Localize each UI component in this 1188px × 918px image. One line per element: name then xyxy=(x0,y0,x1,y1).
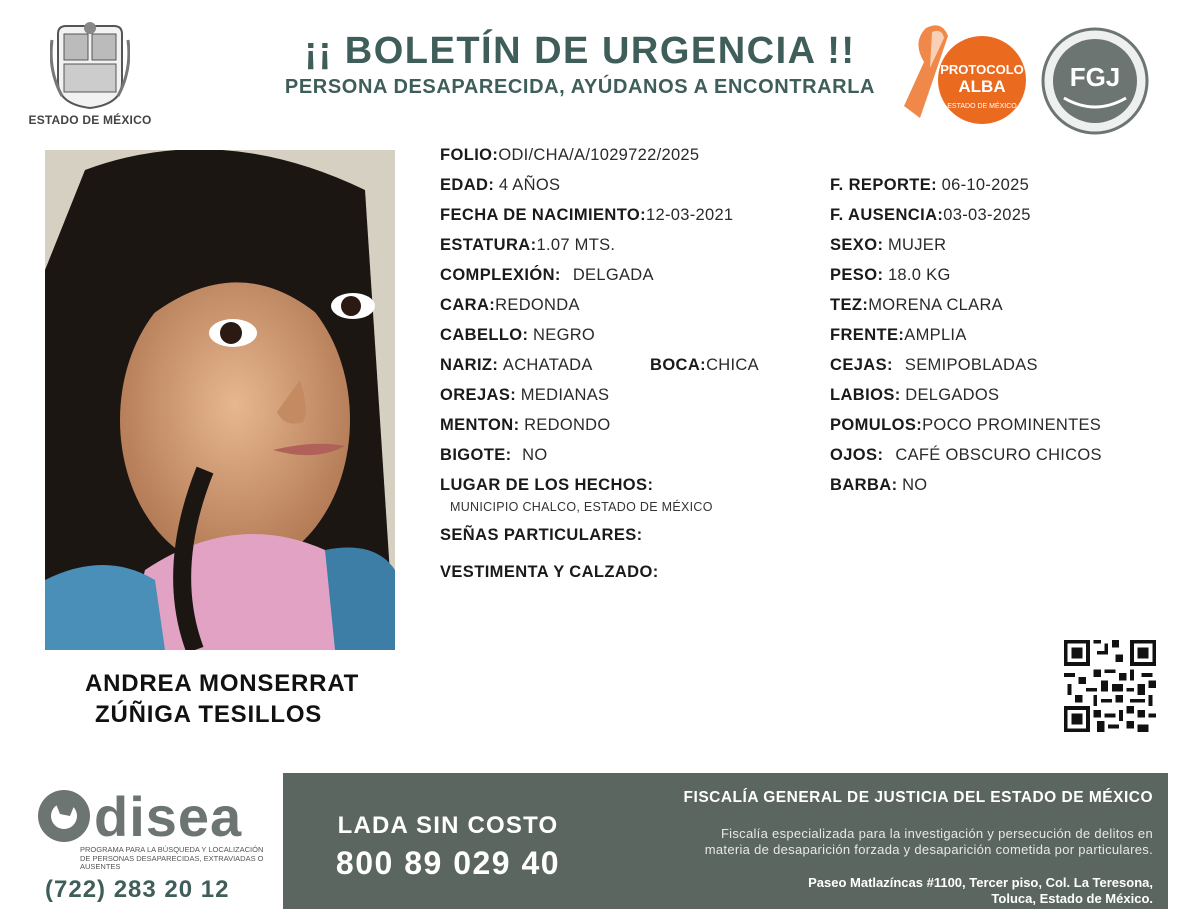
field-label: NARIZ: xyxy=(440,356,499,374)
field-label: ESTATURA: xyxy=(440,236,537,254)
field-vestimenta xyxy=(440,562,659,582)
field-label: BOCA: xyxy=(650,356,707,374)
odisea-word: disea xyxy=(94,786,243,846)
fgj-seal xyxy=(1040,26,1150,136)
field-label: FOLIO: xyxy=(440,146,499,164)
field-value: 4 AÑOS xyxy=(498,176,561,194)
missing-person-photo xyxy=(45,150,395,650)
name-line-2: ZÚÑIGA TESILLOS xyxy=(95,701,323,728)
field-cejas xyxy=(830,355,1038,375)
field-cara xyxy=(440,295,580,315)
field-senas xyxy=(440,525,643,545)
address-line-1: Paseo Matlazíncas #1100, Tercer piso, Col. La Teresona, xyxy=(808,875,1153,890)
field-label: CEJAS: xyxy=(830,356,893,374)
fiscalia-description-line-2: materia de desaparición forzada y desaparición cometida por particulares. xyxy=(704,842,1153,857)
alba-line2: ALBA xyxy=(958,77,1006,96)
field-estatura xyxy=(440,235,615,255)
fiscalia-address xyxy=(605,875,1153,907)
field-edad xyxy=(440,175,560,195)
bulletin-title: ¡¡ BOLETÍN DE URGENCIA !! xyxy=(304,30,856,72)
odisea-phone[interactable]: (722) 283 20 12 xyxy=(45,876,230,903)
field-value: REDONDA xyxy=(495,296,580,314)
field-value: MEDIANAS xyxy=(520,386,610,404)
field-value: NEGRO xyxy=(533,326,596,344)
field-label: LUGAR DE LOS HECHOS: xyxy=(440,476,654,494)
field-label: EDAD: xyxy=(440,176,495,194)
field-value: SEMIPOBLADAS xyxy=(904,356,1038,374)
field-label: F. AUSENCIA: xyxy=(830,206,944,224)
field-value: DELGADA xyxy=(572,266,654,284)
field-f-reporte xyxy=(830,175,1029,195)
field-barba xyxy=(830,475,927,495)
field-label: CARA: xyxy=(440,296,496,314)
field-peso xyxy=(830,265,951,285)
name-line-1: ANDREA MONSERRAT xyxy=(85,670,360,697)
address-line-2: Toluca, Estado de México. xyxy=(991,891,1153,906)
field-label: LABIOS: xyxy=(830,386,901,404)
alba-line1: PROTOCOLO xyxy=(940,62,1024,77)
field-frente xyxy=(830,325,967,345)
field-value: 1.07 MTS. xyxy=(536,236,616,254)
field-label: F. REPORTE: xyxy=(830,176,938,194)
field-nariz xyxy=(440,355,593,375)
field-boca xyxy=(650,355,759,375)
field-label: TEZ: xyxy=(830,296,869,314)
field-label: MENTON: xyxy=(440,416,520,434)
field-value: 03-03-2025 xyxy=(943,206,1031,224)
field-menton xyxy=(440,415,611,435)
field-value: NO xyxy=(902,476,928,494)
field-label: SEXO: xyxy=(830,236,884,254)
field-label: OJOS: xyxy=(830,446,884,464)
qr-code[interactable] xyxy=(1063,640,1157,732)
protocolo-alba-logo xyxy=(898,22,1030,132)
fiscalia-description xyxy=(605,826,1153,858)
field-value: 06-10-2025 xyxy=(941,176,1030,194)
fgj-label: FGJ xyxy=(1069,62,1121,92)
field-folio xyxy=(440,145,699,165)
field-value: 12-03-2021 xyxy=(646,206,734,224)
field-pomulos xyxy=(830,415,1101,435)
field-sexo xyxy=(830,235,946,255)
field-value: CHICA xyxy=(706,356,759,374)
estado-de-mexico-label: ESTADO DE MÉXICO xyxy=(28,113,152,127)
field-value: DELGADOS xyxy=(905,386,1000,404)
field-fecha-nacimiento xyxy=(440,205,733,225)
field-label: VESTIMENTA Y CALZADO: xyxy=(440,563,659,581)
bulletin-subtitle: PERSONA DESAPARECIDA, AYÚDANOS A ENCONTRARLA xyxy=(284,76,876,98)
field-label: FECHA DE NACIMIENTO: xyxy=(440,206,646,224)
field-label: CABELLO: xyxy=(440,326,529,344)
field-ojos xyxy=(830,445,1102,465)
field-value: ACHATADA xyxy=(502,356,593,374)
field-lugar-hechos-label xyxy=(440,475,653,495)
field-value: MORENA CLARA xyxy=(868,296,1003,314)
toll-free-number[interactable]: 800 89 029 40 xyxy=(335,845,561,881)
field-tez xyxy=(830,295,1003,315)
field-label: FRENTE: xyxy=(830,326,905,344)
field-complexion xyxy=(440,265,654,285)
field-label: SEÑAS PARTICULARES: xyxy=(440,526,643,544)
field-value: REDONDO xyxy=(524,416,611,434)
field-value: CAFÉ OBSCURO CHICOS xyxy=(895,446,1102,464)
field-value: NO xyxy=(522,446,548,464)
field-orejas xyxy=(440,385,609,405)
field-value: MUJER xyxy=(887,236,947,254)
field-label: OREJAS: xyxy=(440,386,517,404)
field-value: ODI/CHA/A/1029722/2025 xyxy=(498,146,700,164)
alba-line3: ESTADO DE MÉXICO xyxy=(947,103,1017,110)
field-cabello xyxy=(440,325,595,345)
toll-free-label: LADA SIN COSTO xyxy=(337,812,559,839)
field-value: AMPLIA xyxy=(904,326,967,344)
field-value: POCO PROMINENTES xyxy=(922,416,1102,434)
field-labios xyxy=(830,385,999,405)
fiscalia-name: FISCALÍA GENERAL DE JUSTICIA DEL ESTADO DE MÉXICO xyxy=(683,789,1153,806)
field-bigote xyxy=(440,445,548,465)
field-label: PESO: xyxy=(830,266,884,284)
field-label: BARBA: xyxy=(830,476,898,494)
field-label: COMPLEXIÓN: xyxy=(440,266,561,284)
field-f-ausencia xyxy=(830,205,1031,225)
field-label: BIGOTE: xyxy=(440,446,512,464)
field-label: POMULOS: xyxy=(830,416,923,434)
fiscalia-description-line-1: Fiscalía especializada para la investigación y persecución de delitos en xyxy=(720,826,1153,841)
odisea-program-description: PROGRAMA PARA LA BÚSQUEDA Y LOCALIZACIÓN DE PERSONAS DESAPARECIDAS, EXTRAVIADAS O AUSENTES xyxy=(80,845,264,871)
missing-person-name xyxy=(85,668,415,730)
field-value: 18.0 KG xyxy=(887,266,951,284)
field-lugar-hechos-value: MUNICIPIO CHALCO, ESTADO DE MÉXICO xyxy=(450,500,713,514)
estado-de-mexico-coat-of-arms xyxy=(50,20,130,110)
